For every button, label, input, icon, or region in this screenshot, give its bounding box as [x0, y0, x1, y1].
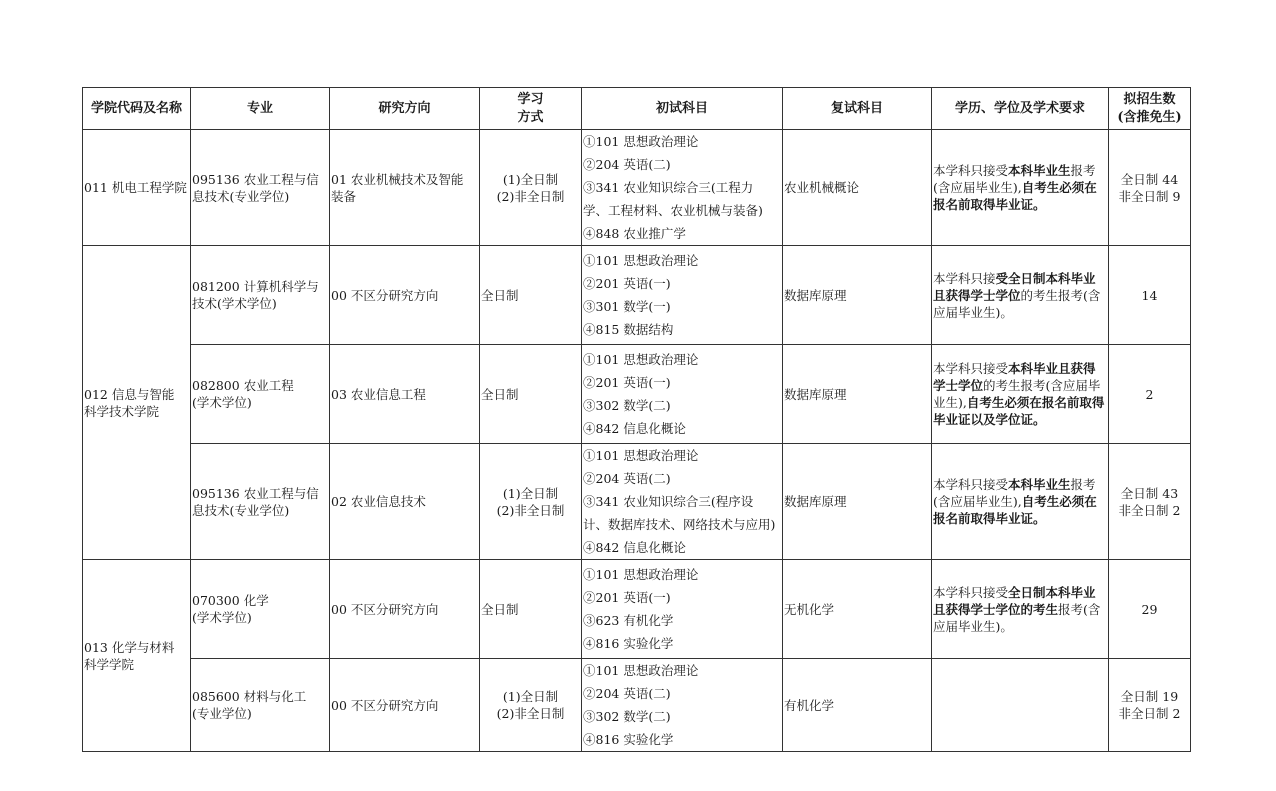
quota-line1: 全日制 43 — [1120, 485, 1179, 501]
retest-subject: 数据库原理 — [784, 386, 847, 402]
direction-line1: 01 农业机械技术及智能 — [331, 171, 464, 187]
subject-item: ④842 信息化概论 — [583, 421, 686, 436]
retest-cell — [783, 246, 932, 345]
req-bold: 自考生必须在报名前取得毕业证以及学位证。 — [933, 395, 1105, 427]
direction-cell — [330, 659, 480, 752]
retest-subject: 数据库原理 — [784, 287, 847, 303]
subject-item: ①101 思想政治理论 — [583, 352, 699, 367]
study-mode-cell — [480, 130, 582, 246]
header-study-mode-line1: 学习 — [517, 91, 544, 107]
header-direction: 研究方向 — [330, 88, 480, 130]
retest-subject: 数据库原理 — [784, 494, 847, 509]
retest-subject: 有机化学 — [784, 697, 835, 713]
subject-item: ②201 英语(一) — [583, 375, 671, 390]
retest-cell — [783, 130, 932, 246]
req-bold: 自考生必须在报名前取得毕业证。 — [933, 494, 1097, 526]
retest-cell — [783, 560, 932, 659]
req-bold: 全日制本科毕业且获得学士学位的考生 — [933, 584, 1096, 617]
quota-line1: 全日制 19 — [1120, 689, 1179, 704]
major-cell — [191, 444, 330, 560]
requirements-cell — [932, 345, 1109, 444]
retest-cell — [783, 345, 932, 444]
major-line2: 技术(学术学位) — [192, 296, 277, 311]
req-text: 本学科只接 — [933, 270, 996, 286]
major-line1: 082800 农业工程 — [192, 378, 294, 393]
header-retest: 复试科目 — [783, 88, 932, 130]
study-mode-line1: (1)全日制 — [502, 171, 559, 187]
subject-item: ③341 农业知识综合三(程序设 — [583, 494, 754, 509]
quota-cell — [1109, 246, 1191, 345]
header-row — [83, 88, 1191, 130]
direction-text: 03 农业信息工程 — [331, 386, 426, 402]
req-text: 报考(含应届毕业生)。 — [933, 601, 1101, 634]
subject-item: ④848 农业推广学 — [583, 226, 686, 241]
retest-subject: 无机化学 — [784, 601, 835, 617]
study-mode-line1: (1)全日制 — [502, 689, 559, 704]
requirements-cell — [932, 659, 1109, 752]
quota-line2: 非全日制 2 — [1118, 706, 1181, 721]
quota-line1: 全日制 44 — [1120, 171, 1179, 187]
study-mode-cell — [480, 659, 582, 752]
initial-exam-cell — [582, 659, 783, 752]
header-quota-line1: 拟招生数 — [1123, 91, 1176, 107]
college-name-line1: 012 信息与智能 — [84, 386, 175, 402]
subject-item: ③302 数学(二) — [583, 398, 671, 413]
college-cell — [83, 130, 191, 246]
study-mode-text: 全日制 — [481, 287, 519, 303]
header-requirements: 学历、学位及学术要求 — [932, 88, 1109, 130]
subject-item: ①101 思想政治理论 — [583, 134, 699, 149]
major-line1: 081200 计算机科学与 — [192, 279, 319, 294]
direction-cell — [330, 246, 480, 345]
direction-cell — [330, 444, 480, 560]
major-line1: 095136 农业工程与信 — [192, 171, 319, 187]
subject-item: ①101 思想政治理论 — [583, 448, 699, 463]
req-bold: 受全日制本科毕业且获得学士学位 — [933, 270, 1096, 303]
admissions-table — [82, 87, 1191, 752]
header-quota-line2: (含推免生) — [1117, 109, 1182, 125]
subject-item: ④815 数据结构 — [583, 322, 674, 337]
major-line2: (学术学位) — [192, 610, 252, 625]
direction-cell — [330, 560, 480, 659]
quota-cell — [1109, 345, 1191, 444]
study-mode-text: 全日制 — [481, 601, 519, 617]
subject-item: ④816 实验化学 — [583, 636, 674, 651]
retest-cell — [783, 659, 932, 752]
subject-item: ②201 英语(一) — [583, 276, 671, 291]
req-text: 本学科只接受 — [933, 163, 1009, 178]
major-cell — [191, 246, 330, 345]
req-text: 本学科只接受 — [933, 477, 1009, 492]
req-text: 报考(含应届毕业生), — [933, 163, 1096, 195]
header-college: 学院代码及名称 — [83, 88, 191, 130]
table-row — [83, 246, 1191, 345]
table-row — [83, 345, 1191, 444]
header-major: 专业 — [191, 88, 330, 130]
quota-line2: 非全日制 2 — [1118, 502, 1181, 518]
table-row — [83, 560, 1191, 659]
retest-cell — [783, 444, 932, 560]
req-bold: 本科毕业生 — [1008, 477, 1071, 492]
subject-item: ②204 英语(二) — [583, 686, 671, 701]
subject-item: ①101 思想政治理论 — [583, 567, 699, 582]
study-mode-line1: (1)全日制 — [502, 485, 559, 501]
major-line2: 息技术(专业学位) — [192, 502, 290, 518]
requirements-cell — [932, 246, 1109, 345]
initial-exam-cell — [582, 345, 783, 444]
table-row — [83, 659, 1191, 752]
header-quota — [1109, 88, 1191, 130]
table-row — [83, 130, 1191, 246]
quota-cell — [1109, 560, 1191, 659]
subject-item: ②204 英语(二) — [583, 157, 671, 172]
major-cell — [191, 560, 330, 659]
requirements-cell — [932, 130, 1109, 246]
table-row — [83, 444, 1191, 560]
subject-item: ③302 数学(二) — [583, 709, 671, 724]
req-bold: 本科毕业生 — [1008, 163, 1071, 178]
direction-cell — [330, 345, 480, 444]
subject-item: 学、工程材料、农业机械与装备) — [583, 203, 763, 218]
quota-value: 2 — [1145, 386, 1154, 402]
retest-subject: 农业机械概论 — [784, 180, 860, 195]
initial-exam-cell — [582, 130, 783, 246]
subject-item: ③301 数学(一) — [583, 299, 671, 314]
quota-cell — [1109, 659, 1191, 752]
major-line1: 085600 材料与化工 — [192, 689, 307, 704]
direction-text: 02 农业信息技术 — [331, 494, 426, 509]
direction-line2: 装备 — [331, 188, 357, 204]
major-line1: 070300 化学 — [192, 593, 269, 608]
req-bold: 自考生必须在报名前取得毕业证。 — [933, 180, 1097, 212]
subject-item: ①101 思想政治理论 — [583, 663, 699, 678]
subject-item: ④816 实验化学 — [583, 732, 674, 747]
initial-exam-cell — [582, 444, 783, 560]
college-name: 011 机电工程学院 — [84, 180, 187, 195]
study-mode-text: 全日制 — [481, 386, 519, 402]
quota-value: 14 — [1141, 287, 1158, 303]
direction-cell — [330, 130, 480, 246]
req-text: 的考生报考(含应届毕业生)。 — [933, 287, 1101, 320]
study-mode-cell — [480, 444, 582, 560]
college-name-line1: 013 化学与材料 — [84, 639, 175, 655]
req-text: 本学科只接受 — [933, 361, 1009, 376]
major-line1: 095136 农业工程与信 — [192, 485, 319, 501]
direction-text: 00 不区分研究方向 — [331, 287, 439, 303]
major-line2: (专业学位) — [192, 706, 252, 721]
college-cell — [83, 560, 191, 752]
req-text: 报考(含应届毕业生), — [933, 477, 1096, 509]
quota-line2: 非全日制 9 — [1118, 188, 1181, 204]
study-mode-cell — [480, 560, 582, 659]
major-line2: (学术学位) — [192, 395, 252, 410]
header-initial-exam: 初试科目 — [582, 88, 783, 130]
study-mode-line2: (2)非全日制 — [496, 502, 565, 518]
college-name-line2: 科学学院 — [84, 656, 135, 672]
study-mode-line2: (2)非全日制 — [496, 188, 565, 204]
subject-item: ③623 有机化学 — [583, 613, 674, 628]
subject-item: ①101 思想政治理论 — [583, 253, 699, 268]
subject-item: ②204 英语(二) — [583, 471, 671, 486]
initial-exam-cell — [582, 246, 783, 345]
major-cell — [191, 130, 330, 246]
subject-item: ②201 英语(一) — [583, 590, 671, 605]
college-cell — [83, 246, 191, 560]
initial-exam-cell — [582, 560, 783, 659]
requirements-cell — [932, 444, 1109, 560]
study-mode-cell — [480, 345, 582, 444]
quota-value: 29 — [1141, 601, 1158, 617]
quota-cell — [1109, 444, 1191, 560]
college-name-line2: 科学技术学院 — [84, 403, 160, 419]
major-cell — [191, 345, 330, 444]
quota-cell — [1109, 130, 1191, 246]
study-mode-cell — [480, 246, 582, 345]
requirements-cell — [932, 560, 1109, 659]
req-text: 的考生报考(含应届毕业生), — [933, 378, 1101, 410]
direction-text: 00 不区分研究方向 — [331, 601, 439, 617]
major-cell — [191, 659, 330, 752]
subject-item: ④842 信息化概论 — [583, 540, 686, 555]
header-study-mode — [480, 88, 582, 130]
study-mode-line2: (2)非全日制 — [496, 706, 565, 721]
req-bold: 本科毕业且获得学士学位 — [933, 361, 1096, 393]
major-line2: 息技术(专业学位) — [192, 188, 290, 204]
subject-item: 计、数据库技术、网络技术与应用) — [583, 517, 776, 532]
direction-text: 00 不区分研究方向 — [331, 697, 439, 713]
req-text: 本学科只接受 — [933, 584, 1009, 600]
subject-item: ③341 农业知识综合三(工程力 — [583, 180, 754, 195]
header-study-mode-line2: 方式 — [517, 109, 544, 125]
